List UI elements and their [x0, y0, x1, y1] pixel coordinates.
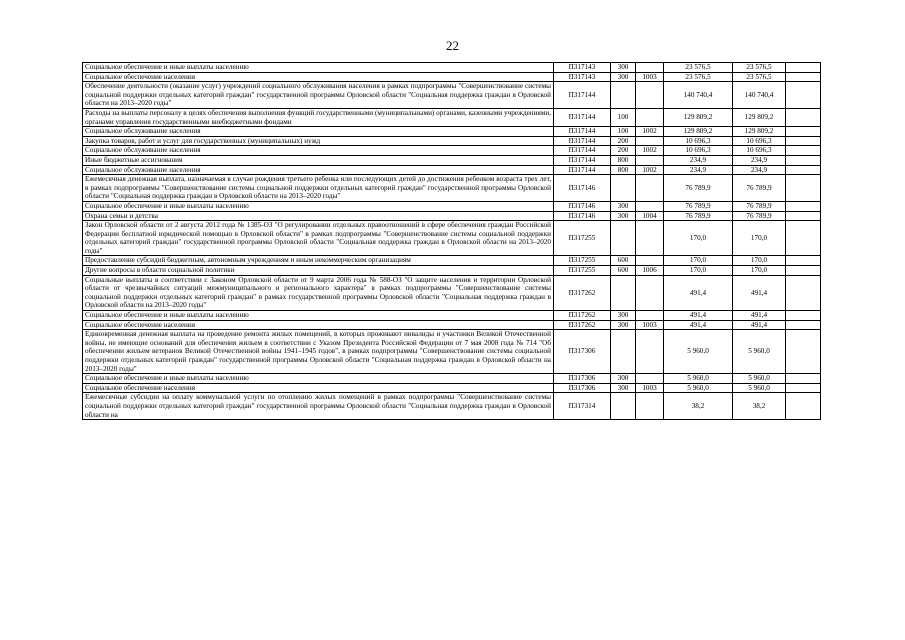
row-code-cell: П317144	[554, 108, 611, 126]
row-expense-type-cell: 300	[611, 201, 636, 211]
row-code-cell: П317262	[554, 311, 611, 321]
row-name-cell: Другие вопросы в области социальной политики	[83, 266, 554, 276]
table-row	[83, 165, 821, 175]
row-name-cell: Социальное обеспечение и иные выплаты населению	[83, 311, 554, 321]
row-section-cell	[636, 374, 664, 384]
row-code-cell: П317262	[554, 275, 611, 310]
row-section-cell	[636, 256, 664, 266]
row-section-cell	[636, 330, 664, 374]
row-name-cell: Закупка товаров, работ и услуг для государственных (муниципальных) нужд	[83, 136, 554, 146]
table-row	[83, 266, 821, 276]
row-code-cell: П317262	[554, 320, 611, 330]
row-name-cell: Предоставление субсидий бюджетным, автономным учреждениям и иным некоммерческим организациям	[83, 256, 554, 266]
row-section-cell	[636, 82, 664, 109]
table-row	[83, 374, 821, 384]
row-code-cell: П317255	[554, 256, 611, 266]
row-section-cell	[636, 63, 664, 73]
row-code-cell: П317143	[554, 72, 611, 82]
row-sum-2016-cell: 5 960,0	[733, 330, 786, 374]
row-sum-2016-cell: 170,0	[733, 256, 786, 266]
row-empty-cell	[786, 275, 821, 310]
table-row	[83, 383, 821, 393]
row-code-cell: П317144	[554, 82, 611, 109]
row-expense-type-cell	[611, 393, 636, 420]
row-sum-2016-cell: 5 960,0	[733, 374, 786, 384]
row-code-cell: П317146	[554, 211, 611, 221]
row-expense-type-cell: 200	[611, 136, 636, 146]
row-empty-cell	[786, 127, 821, 137]
row-name-cell: Социальные выплаты в соответствии с Законом Орловской области от 9 марта 2006 года № 588-ОЗ "О защите населения и территории Орловской области от чрезвычайных ситуаций межмуниципального и регионального характера" в рамках подпрограммы "Совершенствование системы социальной поддержки отдельных категорий граждан" в рамках государственной программы Орловской области "Социальная поддержка граждан в Орловской области на 2013–2020 годы"	[83, 275, 554, 310]
row-expense-type-cell: 300	[611, 383, 636, 393]
row-section-cell: 1003	[636, 383, 664, 393]
table-row	[83, 72, 821, 82]
row-sum-2016-cell: 10 696,3	[733, 136, 786, 146]
row-sum-2016-cell: 23 576,5	[733, 72, 786, 82]
row-sum-2016-cell: 491,4	[733, 320, 786, 330]
row-name-cell: Охрана семьи и детства	[83, 211, 554, 221]
row-section-cell	[636, 311, 664, 321]
row-expense-type-cell: 600	[611, 266, 636, 276]
row-sum-2016-cell: 140 740,4	[733, 82, 786, 109]
row-section-cell: 1004	[636, 211, 664, 221]
row-sum-2016-cell: 234,9	[733, 155, 786, 165]
row-code-cell: П317144	[554, 165, 611, 175]
row-name-cell: Закон Орловской области от 2 августа 2012 года № 1385-ОЗ "О регулировании отдельных правоотношений в сфере обеспечения граждан Российской Федерации бесплатной юридической помощью в Орловской области" в рамках подпрограммы "Совершенствование системы социальной поддержки отдельных категорий граждан" государственной программы Орловской области "Социальная поддержка граждан в Орловской области на 2013–2020 годы"	[83, 221, 554, 256]
row-sum-2015-cell: 234,9	[664, 155, 733, 165]
row-name-cell: Ежемесячная денежная выплата, назначаемая в случае рождения третьего ребенка или последующих детей до достижения ребенком возраста трех лет, в рамках подпрограммы "Совершенствование системы социальной поддержки отдельных категорий граждан" государственной программы Орловской области "Социальная поддержка граждан в Орловской области на 2013–2020 годы"	[83, 175, 554, 202]
row-name-cell: Социальное обеспечение населения	[83, 383, 554, 393]
row-name-cell: Социальное обслуживание населения	[83, 165, 554, 175]
row-sum-2016-cell: 10 696,3	[733, 146, 786, 156]
row-expense-type-cell	[611, 330, 636, 374]
row-expense-type-cell: 800	[611, 155, 636, 165]
row-empty-cell	[786, 72, 821, 82]
row-code-cell: П317306	[554, 374, 611, 384]
row-sum-2015-cell: 5 960,0	[664, 330, 733, 374]
row-code-cell: П317255	[554, 266, 611, 276]
row-code-cell: П317143	[554, 63, 611, 73]
row-name-cell: Иные бюджетные ассигнования	[83, 155, 554, 165]
row-sum-2016-cell: 76 789,9	[733, 175, 786, 202]
table-row	[83, 108, 821, 126]
row-section-cell	[636, 201, 664, 211]
row-sum-2015-cell: 10 696,3	[664, 146, 733, 156]
row-expense-type-cell	[611, 175, 636, 202]
row-name-cell: Единовременная денежная выплата на проведение ремонта жилых помещений, в которых проживают инвалиды и участники Великой Отечественной войны, не имеющие оснований для обеспечения жильем в соответствии с Указом Президента Российской Федерации от 7 мая 2008 года № 714 "Об обеспечении жильем ветеранов Великой Отечественной войны 1941–1945 годов", в рамках подпрограммы "Совершенствование системы социальной поддержки отдельных категорий граждан" государственной программы Орловской области "Социальная поддержка граждан в Орловской области на 2013–2020 годы"	[83, 330, 554, 374]
row-section-cell: 1003	[636, 320, 664, 330]
row-empty-cell	[786, 393, 821, 420]
row-expense-type-cell: 300	[611, 311, 636, 321]
row-name-cell: Социальное обслуживание населения	[83, 127, 554, 137]
row-name-cell: Ежемесячные субсидии на оплату коммунальной услуги по отоплению жилых помещений в рамках подпрограммы "Совершенствование системы социальной поддержки отдельных категорий граждан" государственной программы Орловской области "Социальная поддержка граждан в Орловской области на	[83, 393, 554, 420]
row-name-cell: Социальное обеспечение и иные выплаты населению	[83, 374, 554, 384]
row-sum-2015-cell: 76 789,9	[664, 201, 733, 211]
row-section-cell: 1002	[636, 165, 664, 175]
row-section-cell	[636, 221, 664, 256]
table-row	[83, 320, 821, 330]
table-row	[83, 221, 821, 256]
row-expense-type-cell: 300	[611, 211, 636, 221]
table-row	[83, 201, 821, 211]
table-row	[83, 275, 821, 310]
row-empty-cell	[786, 221, 821, 256]
row-code-cell: П317146	[554, 201, 611, 211]
row-sum-2016-cell: 129 809,2	[733, 108, 786, 126]
row-expense-type-cell: 100	[611, 127, 636, 137]
row-expense-type-cell	[611, 221, 636, 256]
row-empty-cell	[786, 266, 821, 276]
row-section-cell	[636, 155, 664, 165]
table-row	[83, 256, 821, 266]
row-code-cell: П317144	[554, 146, 611, 156]
row-code-cell: П317306	[554, 383, 611, 393]
row-expense-type-cell: 300	[611, 72, 636, 82]
table-row	[83, 175, 821, 202]
table-row	[83, 82, 821, 109]
row-section-cell: 1006	[636, 266, 664, 276]
row-expense-type-cell: 300	[611, 320, 636, 330]
row-sum-2015-cell: 170,0	[664, 221, 733, 256]
row-sum-2015-cell: 5 960,0	[664, 383, 733, 393]
row-code-cell: П317146	[554, 175, 611, 202]
row-empty-cell	[786, 211, 821, 221]
table-row	[83, 155, 821, 165]
row-sum-2015-cell: 129 809,2	[664, 108, 733, 126]
row-sum-2015-cell: 491,4	[664, 311, 733, 321]
row-code-cell: П317306	[554, 330, 611, 374]
row-sum-2015-cell: 5 960,0	[664, 374, 733, 384]
row-empty-cell	[786, 330, 821, 374]
row-sum-2016-cell: 76 789,9	[733, 201, 786, 211]
row-sum-2016-cell: 129 809,2	[733, 127, 786, 137]
row-section-cell	[636, 275, 664, 310]
row-empty-cell	[786, 201, 821, 211]
row-sum-2015-cell: 10 696,3	[664, 136, 733, 146]
row-name-cell: Социальное обслуживание населения	[83, 146, 554, 156]
table-row	[83, 311, 821, 321]
row-section-cell	[636, 108, 664, 126]
row-code-cell: П317314	[554, 393, 611, 420]
row-empty-cell	[786, 320, 821, 330]
table-row	[83, 63, 821, 73]
row-expense-type-cell: 800	[611, 165, 636, 175]
row-expense-type-cell	[611, 82, 636, 109]
row-code-cell: П317144	[554, 136, 611, 146]
row-section-cell: 1003	[636, 72, 664, 82]
row-sum-2016-cell: 170,0	[733, 266, 786, 276]
row-name-cell: Социальное обеспечение населения	[83, 72, 554, 82]
row-sum-2016-cell: 5 960,0	[733, 383, 786, 393]
row-name-cell: Социальное обеспечение и иные выплаты населению	[83, 63, 554, 73]
table-row	[83, 146, 821, 156]
row-name-cell: Социальное обеспечение и иные выплаты населению	[83, 201, 554, 211]
table-body	[83, 63, 821, 420]
row-sum-2015-cell: 234,9	[664, 165, 733, 175]
row-name-cell: Расходы на выплаты персоналу в целях обеспечения выполнения функций государственными (муниципальными) органами, казенными учреждениями, органами управления государственными внебюджетными фондами	[83, 108, 554, 126]
row-sum-2016-cell: 23 576,5	[733, 63, 786, 73]
row-section-cell: 1002	[636, 127, 664, 137]
page-number: 22	[446, 38, 459, 53]
row-empty-cell	[786, 374, 821, 384]
row-expense-type-cell	[611, 275, 636, 310]
row-empty-cell	[786, 311, 821, 321]
row-empty-cell	[786, 175, 821, 202]
row-empty-cell	[786, 108, 821, 126]
table-row	[83, 136, 821, 146]
table-row	[83, 211, 821, 221]
row-sum-2015-cell: 129 809,2	[664, 127, 733, 137]
row-empty-cell	[786, 383, 821, 393]
row-empty-cell	[786, 256, 821, 266]
row-code-cell: П317144	[554, 127, 611, 137]
row-expense-type-cell: 200	[611, 146, 636, 156]
table-row	[83, 393, 821, 420]
row-sum-2016-cell: 491,4	[733, 311, 786, 321]
row-sum-2016-cell: 38,2	[733, 393, 786, 420]
row-empty-cell	[786, 146, 821, 156]
row-empty-cell	[786, 63, 821, 73]
row-sum-2016-cell: 234,9	[733, 165, 786, 175]
row-expense-type-cell: 100	[611, 108, 636, 126]
row-sum-2015-cell: 491,4	[664, 275, 733, 310]
row-name-cell: Обеспечение деятельности (оказание услуг) учреждений социального обслуживания населения в рамках подпрограммы "Совершенствование системы социальной поддержки отдельных категорий граждан" государственной программы Орловской области "Социальная поддержка граждан в Орловской области на 2013–2020 годы"	[83, 82, 554, 109]
row-sum-2016-cell: 170,0	[733, 221, 786, 256]
row-section-cell	[636, 136, 664, 146]
row-sum-2015-cell: 170,0	[664, 256, 733, 266]
row-empty-cell	[786, 82, 821, 109]
row-sum-2015-cell: 23 576,5	[664, 63, 733, 73]
row-section-cell: 1002	[636, 146, 664, 156]
row-section-cell	[636, 393, 664, 420]
row-expense-type-cell: 600	[611, 256, 636, 266]
row-sum-2015-cell: 140 740,4	[664, 82, 733, 109]
row-section-cell	[636, 175, 664, 202]
row-sum-2016-cell: 76 789,9	[733, 211, 786, 221]
row-sum-2015-cell: 491,4	[664, 320, 733, 330]
table-row	[83, 330, 821, 374]
row-expense-type-cell: 300	[611, 63, 636, 73]
row-empty-cell	[786, 165, 821, 175]
table-row	[83, 127, 821, 137]
row-sum-2015-cell: 76 789,9	[664, 175, 733, 202]
row-code-cell: П317255	[554, 221, 611, 256]
row-sum-2016-cell: 491,4	[733, 275, 786, 310]
budget-table	[82, 62, 821, 420]
row-sum-2015-cell: 38,2	[664, 393, 733, 420]
row-name-cell: Социальное обеспечение населения	[83, 320, 554, 330]
row-sum-2015-cell: 23 576,5	[664, 72, 733, 82]
row-sum-2015-cell: 76 789,9	[664, 211, 733, 221]
row-sum-2015-cell: 170,0	[664, 266, 733, 276]
row-empty-cell	[786, 155, 821, 165]
row-empty-cell	[786, 136, 821, 146]
row-code-cell: П317144	[554, 155, 611, 165]
row-expense-type-cell: 300	[611, 374, 636, 384]
